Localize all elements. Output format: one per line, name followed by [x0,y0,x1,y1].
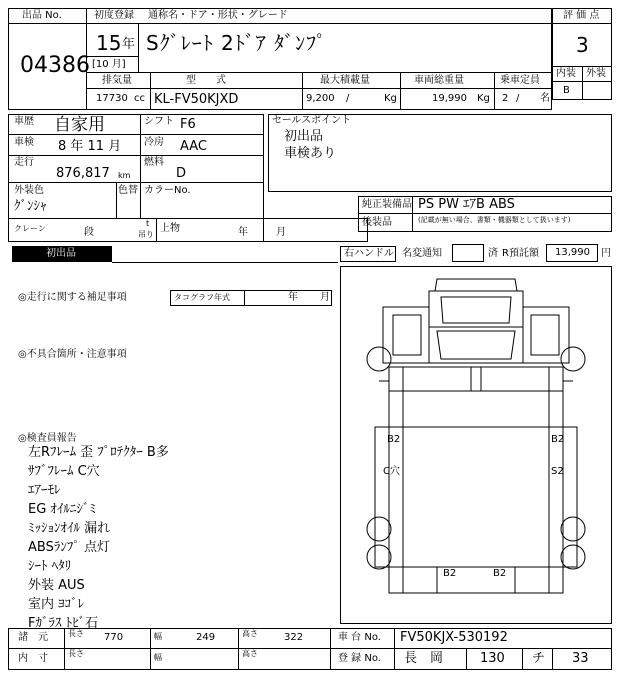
shift-label: シフト [144,116,174,127]
reg-year-unit: 年 [122,37,136,52]
inspector-item: ABSﾗﾝﾌﾟ 点灯 [28,540,110,555]
max-load-unit: Kg [384,93,397,104]
body-label: 上物 [160,223,180,234]
inspector-item: ﾐｯｼｮﾝｵｲﾙ 漏れ [28,521,111,536]
name-change-label: 名変通知 [402,248,442,259]
reg-year: 15 [96,31,122,55]
model-label: 型 式 [186,75,226,86]
displacement-unit: cc [134,93,145,104]
shift-value: F6 [180,117,196,132]
left-c-mark: C穴 [383,466,400,477]
reg-number: 33 [572,651,589,666]
left-b2-mark: B2 [387,434,401,445]
inspector-item: EG ｵｲﾙﾆｼﾞﾐ [28,502,96,517]
displacement-value: 17730 [96,93,128,104]
recycle-box [546,244,598,262]
model-value: KL-FV50KJXD [154,92,239,107]
sales-point-1: 初出品 [284,129,324,144]
exterior-label: 外装 [586,68,606,79]
height-label: 高さ [242,629,258,638]
max-load-label: 最大積載量 [320,75,370,86]
body-frame [156,218,368,242]
inspector-item: ｼｰﾄ ﾍﾀﾘ [28,559,72,574]
max-load-slash: / [346,93,350,104]
inspector-item: 左Rﾌﾚｰﾑ 歪 ﾌﾟﾛﾃｸﾀｰ B多 [28,445,169,460]
recycle-label: R預託額 [502,248,539,259]
length-value: 770 [104,632,124,643]
capacity-label: 乗車定員 [500,75,540,86]
ac-label: 冷房 [144,137,164,148]
capacity-value: 2 [502,93,509,104]
capacity-slash: / [516,93,520,104]
rear-right-b2-mark: B2 [493,568,507,579]
capacity-unit: 名 [540,93,550,104]
chassis-value: FV50KJX-530192 [400,630,508,645]
fuel-value: D [176,166,187,181]
score-value: 3 [576,33,589,57]
name-change-box [452,244,484,262]
tachograph-label: タコグラフ年式 [174,293,230,302]
displacement-label: 排気量 [102,75,132,86]
tachograph-year: 年 [288,292,298,303]
reg-label: 登 録 No. [338,653,381,664]
width-value: 249 [196,632,216,643]
mileage-label: 走行 [14,157,34,168]
recycle-unit: 円 [601,248,611,259]
crane-stage: 段 [84,227,94,238]
accessories-note: (記載が無い場合、書類・機器類として扱います) [418,216,571,224]
width-label: 幅 [154,632,162,641]
recycle-amount: 13,990 [555,247,590,258]
dims-specs-label: 諸 元 [18,632,48,643]
right-hand-box [340,246,396,262]
dims-interior-label: 内 寸 [18,653,48,664]
color-no-label: 色替 [118,185,138,196]
rear-left-b2-mark: B2 [443,568,457,579]
crane-hook2: 吊り [138,230,154,239]
inspector-item: 外装 AUS [28,578,85,593]
recycle-prefix: 済 [488,248,498,259]
inspection-label: 車検 [14,137,34,148]
lot-number: 04386 [20,53,90,78]
color-no-label2: カラーNo. [144,185,191,196]
name-label: 通称名・ドア・形状・グレード [148,10,288,21]
right-b2-mark: B2 [551,434,565,445]
length-label: 長さ [68,629,84,638]
defects-label: ◎不具合箇所・注意事項 [18,349,127,360]
mileage-unit: km [118,171,131,180]
chassis-label: 車 台 No. [338,632,381,643]
fuel-label: 燃料 [144,157,164,168]
damage-diagram [340,266,612,624]
interior-length-label: 長さ [68,649,84,658]
gross-weight-label: 車両総重量 [414,75,464,86]
history-label: 車歴 [14,116,34,127]
supplement-label: ◎走行に関する補足事項 [18,292,127,303]
equipment-label: 純正装備品 [362,199,412,210]
reg-kana: チ [532,651,546,666]
inspector-item: ｴｱｰﾓﾚ [28,483,61,498]
gross-weight-value: 19,990 [432,93,467,104]
lot-label: 出品 No. [22,10,62,21]
crane-hook: t [146,219,150,228]
inspector-item: 室内 ﾖｺﾞﾚ [28,597,85,612]
interior-grade: B [563,85,570,96]
car-name: Sｸﾞﾚｰﾄ 2ﾄﾞｱ ﾀﾞﾝﾌﾟ [146,31,328,55]
tachograph-month: 月 [320,292,330,303]
first-listing-badge [12,246,112,262]
right-s2-mark: S2 [551,466,564,477]
crane-label: クレーン [14,224,46,233]
truck-outline-icon [341,267,611,623]
first-reg-label: 初度登録 [94,10,134,21]
interior-height-label: 高さ [242,649,258,658]
inspector-label: ◎検査員報告 [18,433,77,444]
interior-width-label: 幅 [154,653,162,662]
inspector-item: Fｶﾞﾗｽ ﾄﾋﾞ石 [28,616,99,631]
inspector-item: ｻﾌﾞﾌﾚｰﾑ C穴 [28,464,100,479]
equipment-value: PS PW ｴｱB ABS [418,197,515,212]
interior-label: 内装 [556,68,576,79]
reg-class: 130 [480,651,505,666]
gross-weight-unit: Kg [477,93,490,104]
reg-month: [10 月] [92,59,126,70]
sales-label: セールスポイント [272,115,352,126]
ac-value: AAC [180,139,207,154]
mileage-value: 876,817 [56,166,110,181]
body-year: 年 [238,227,248,238]
first-listing-text: 初出品 [46,248,76,259]
reg-place: 長 岡 [404,651,444,666]
right-hand-text: 右ハンドル [344,248,394,259]
inspection-value: 8 年 11 月 [58,139,122,154]
body-month: 月 [276,227,286,238]
max-load-value: 9,200 [306,93,335,104]
sales-point-2: 車検あり [284,146,337,161]
height-value: 322 [284,632,304,643]
accessories-label: 後装品 [362,217,392,228]
color-value: ｸﾞﾝｼｬ [14,199,47,214]
color-label: 外装色 [14,185,44,196]
history-value: 自家用 [54,115,105,135]
score-label: 評 価 点 [563,10,600,21]
